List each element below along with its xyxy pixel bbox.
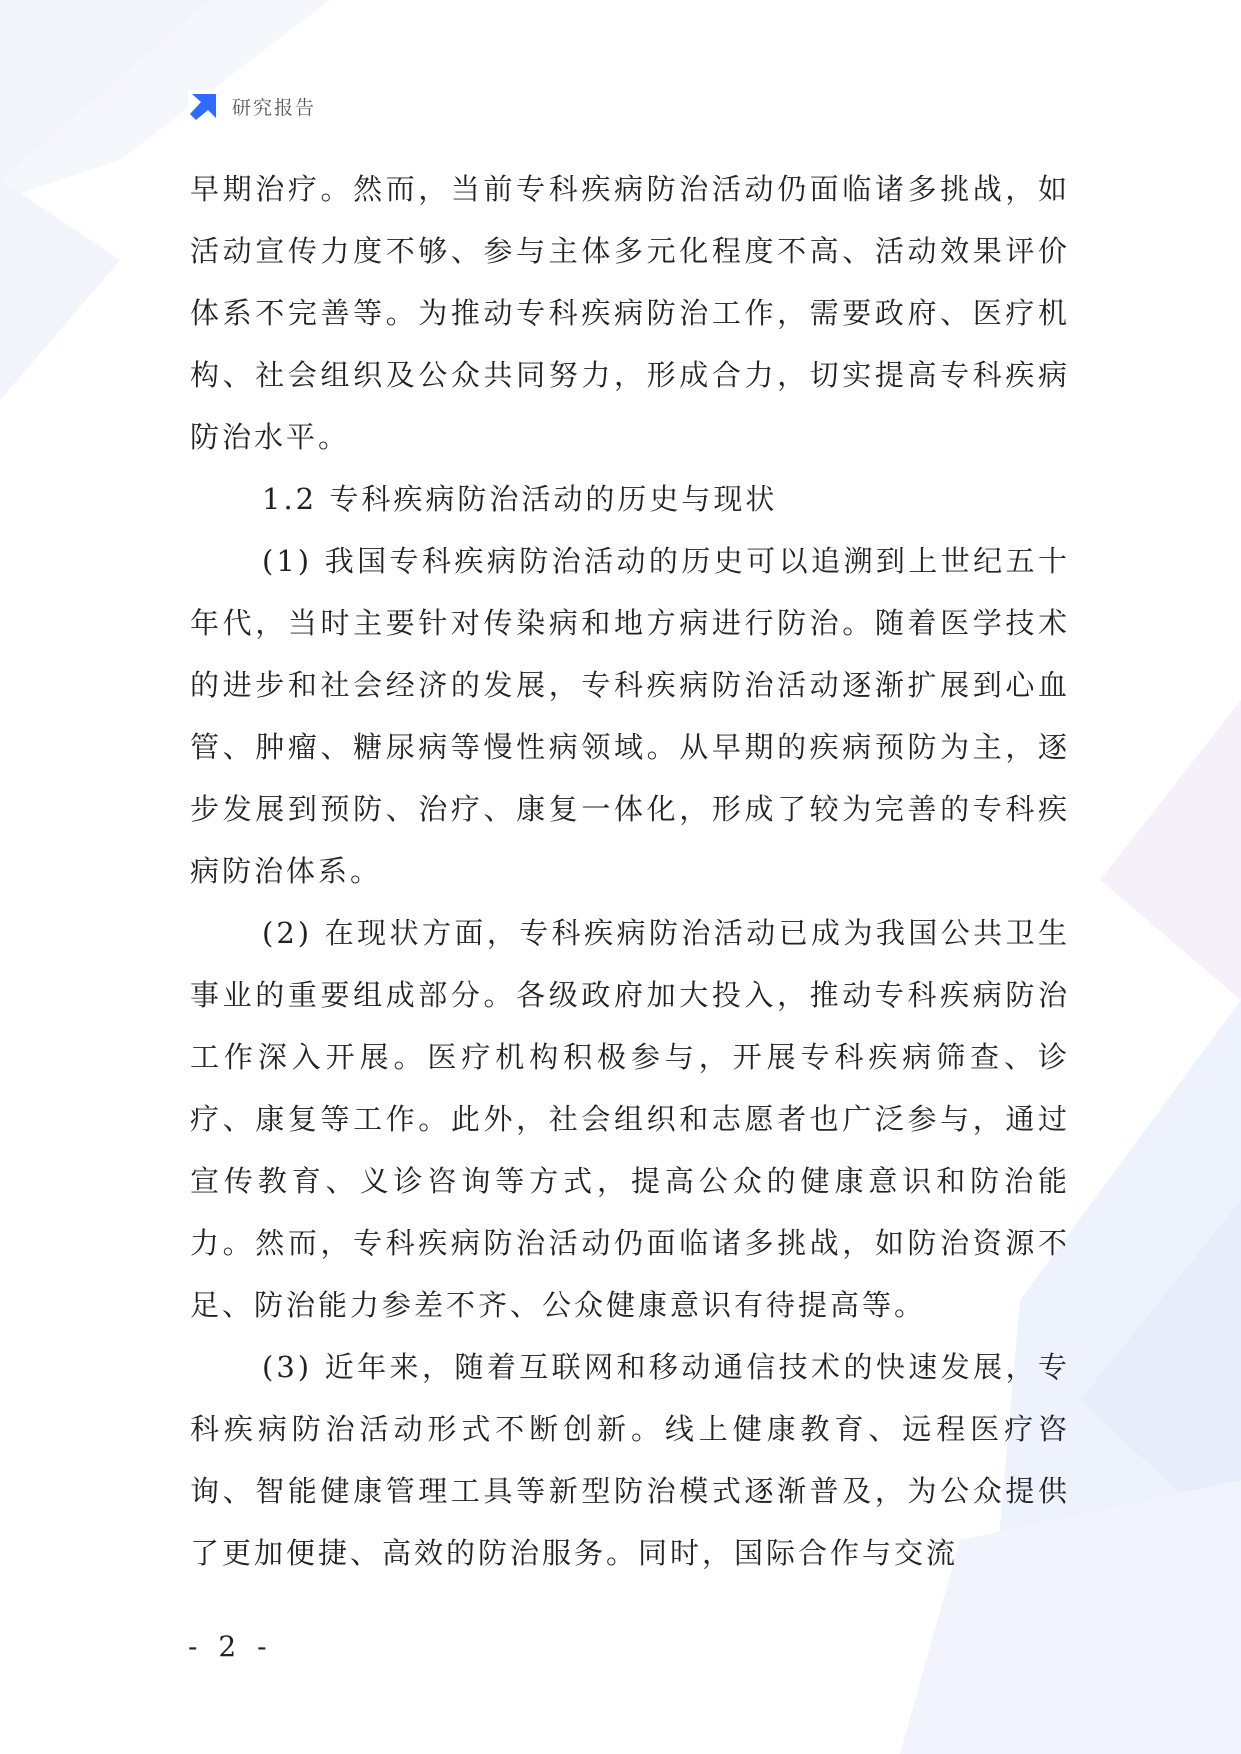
paragraph-history: (1) 我国专科疾病防治活动的历史可以追溯到上世纪五十年代，当时主要针对传染病和地方病进行防治。随着医学技术的进步和社会经济的发展，专科疾病防治活动逐渐扩展到心血管、肿瘤、糖尿病等慢性病领域。从早期的疾病预防为主，逐步发展到预防、治疗、康复一体化，形成了较为完善的专科疾病防治体系。 [190, 544, 1070, 888]
section-heading: 1.2 专科疾病防治活动的历史与现状 [262, 482, 778, 516]
arrow-up-right-icon [188, 90, 220, 122]
paragraph-continuation: 早期治疗。然而，当前专科疾病防治活动仍面临诸多挑战，如活动宣传力度不够、参与主体多元化程度不高、活动效果评价体系不完善等。为推动专科疾病防治工作，需要政府、医疗机构、社会组织及公众共同努力，形成合力，切实提高专科疾病防治水平。 [190, 172, 1070, 454]
page-number: - 2 - [188, 1630, 273, 1663]
report-label: 研究报告 [232, 96, 317, 119]
document-body [190, 158, 1070, 1584]
paragraph-current-status: (2) 在现状方面，专科疾病防治活动已成为我国公共卫生事业的重要组成部分。各级政府加大投入，推动专科疾病防治工作深入开展。医疗机构积极参与，开展专科疾病筛查、诊疗、康复等工作。此外，社会组织和志愿者也广泛参与，通过宣传教育、义诊咨询等方式，提高公众的健康意识和防治能力。然而，专科疾病防治活动仍面临诸多挑战，如防治资源不足、防治能力参差不齐、公众健康意识有待提高等。 [190, 916, 1070, 1322]
document-header [188, 88, 316, 124]
paragraph-recent-developments: (3) 近年来，随着互联网和移动通信技术的快速发展，专科疾病防治活动形式不断创新。线上健康教育、远程医疗咨询、智能健康管理工具等新型防治模式逐渐普及，为公众提供了更加便捷、高效的防治服务。同时，国际合作与交流 [190, 1350, 1070, 1570]
